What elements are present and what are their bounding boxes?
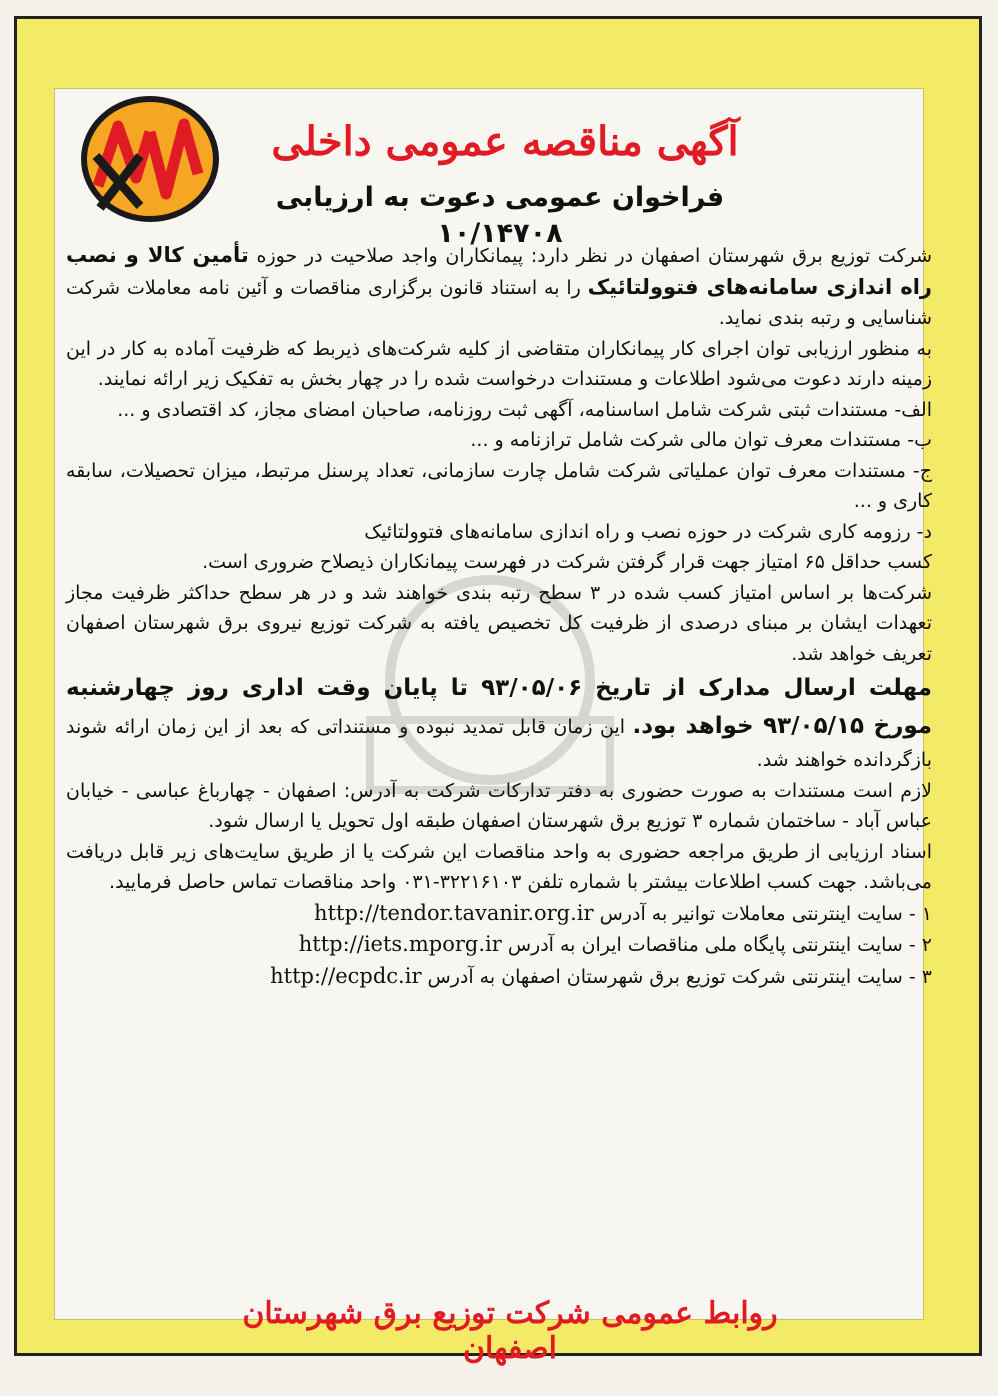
notice-title: آگهی مناقصه عمومی داخلی: [271, 118, 739, 165]
public-relations-signature: روابط عمومی شرکت توزیع برق شهرستان اصفهان: [242, 1296, 778, 1366]
notice-subtitle: فراخوان عمومی دعوت به ارزیابی ۱۰/۱۴۷۰۸: [275, 182, 725, 249]
website-link[interactable]: http://ecpdc.ir: [270, 963, 422, 988]
requirement-b: ب- مستندات معرف توان مالی شرکت شامل ترازنامه و ...: [470, 429, 932, 451]
requirement-a: الف- مستندات ثبتی شرکت شامل اساسنامه، آگهی ثبت روزنامه، صاحبان امضای مجاز، کد اقتصادی و ...: [117, 398, 932, 421]
intro-paragraph: شرکت توزیع برق شهرستان اصفهان در نظر دارد: پیمانکاران واجد صلاحیت در حوزه تأمین کالا و نصب راه اندازی سامانه‌های فتوولتائیک را به استناد قانون برگزاری مناقصات و آئین نامه معاملات شرکت شناسایی و رتبه بندی نماید.: [66, 243, 933, 329]
requirement-c: ج- مستندات معرف توان عملیاتی شرکت شامل چارت سازمانی، تعداد پرسنل مرتبط، میزان تحصیلات، سابقه کاری و ...: [66, 459, 932, 512]
requirement-d: د- رزومه کاری شرکت در حوزه نصب و راه اندازی سامانه‌های فتوولتائیک: [364, 520, 932, 543]
ranking-paragraph: شرکت‌ها بر اساس امتیاز کسب شده در ۳ سطح رتبه بندی خواهند شد و در هر سطح حداکثر ظرفیت مجاز تعهدات ایشان بر مبنای درصدی از ظرفیت کل تخصیص یافته به شرکت توزیع نیروی برق شهرستان اصفهان تعریف خواهد شد.: [66, 581, 932, 665]
scope-highlight: تأمین کالا و نصب راه اندازی سامانه‌های فتوولتائیک: [66, 243, 932, 299]
company-logo: [80, 96, 220, 222]
website-item: ۳ - سایت اینترنتی شرکت توزیع برق شهرستان اصفهان به آدرس http://ecpdc.ir: [270, 963, 932, 988]
documents-paragraph: اسناد ارزیابی از طریق مراجعه حضوری به واحد مناقصات این شرکت یا از طریق سایت‌های زیر قابل دریافت می‌باشد. جهت کسب اطلاعات بیشتر با شماره تلفن ۳۲۲۱۶۱۰۳-۰۳۱ واحد مناقصات تماس حاصل فرمایید.: [66, 840, 932, 893]
min-score-paragraph: کسب حداقل ۶۵ امتیاز جهت قرار گرفتن شرکت در فهرست پیمانکاران ذیصلاح ضروری است.: [202, 551, 932, 573]
deadline-highlight: مهلت ارسال مدارک از تاریخ ۹۳/۰۵/۰۶ تا پایان وقت اداری روز چهارشنبه مورخ ۹۳/۰۵/۱۵ خواهد بود.: [66, 675, 932, 739]
address-paragraph: لازم است مستندات به صورت حضوری به دفتر تدارکات شرکت به آدرس: اصفهان - چهارباغ عباسی - خیابان عباس آباد - ساختمان شماره ۳ توزیع برق شهرستان اصفهان طبقه اول تحویل یا ارسال شود.: [66, 779, 932, 832]
invitation-paragraph: به منظور ارزیابی توان اجرای کار پیمانکاران متقاضی از کلیه شرکت‌های ذیربط که ظرفیت آماده به کار در این زمینه دارند دعوت می‌شود اطلاعات و مستندات درخواست شده را در چهار بخش به تفکیک زیر ارائه نمایند.: [66, 337, 932, 390]
website-item: ۲ - سایت اینترنتی پایگاه ملی مناقصات ایران به آدرس http://iets.mporg.ir: [298, 932, 932, 956]
website-link[interactable]: http://iets.mporg.ir: [298, 932, 502, 956]
notice-text: [66, 240, 932, 992]
website-link[interactable]: http://tendor.tavanir.org.ir: [314, 900, 594, 925]
website-item: ۱ - سایت اینترنتی معاملات توانیر به آدرس http://tendor.tavanir.org.ir: [314, 900, 932, 925]
deadline-paragraph: مهلت ارسال مدارک از تاریخ ۹۳/۰۵/۰۶ تا پایان وقت اداری روز چهارشنبه مورخ ۹۳/۰۵/۱۵ خواهد بود. این زمان قابل تمدید نبوده و مستنداتی که بعد از این زمان ارائه شوند بازگردانده خواهند شد.: [66, 675, 932, 771]
